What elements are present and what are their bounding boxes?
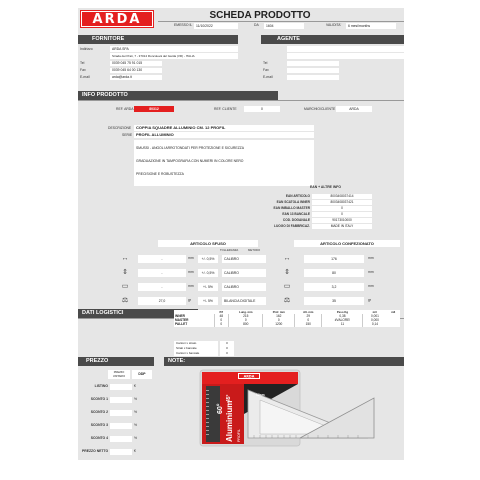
table-row <box>174 323 400 327</box>
logistics-cell: 48 <box>214 314 229 318</box>
ean-row-value: 0 <box>312 206 372 211</box>
price-row-unit: % <box>134 436 138 440</box>
weight-icon: ⚖ <box>283 297 291 304</box>
packed-value: 35 <box>304 297 364 305</box>
price-unit-value <box>110 423 132 429</box>
logistics-head-cell: PZ <box>219 309 224 314</box>
loose-unit: mm <box>188 284 194 288</box>
price-row-label: SCONTO 3 <box>90 423 108 427</box>
packed-article-header: ARTICOLO CONFEZIONATO <box>294 240 400 247</box>
logistics-cell: 1200 <box>263 323 295 327</box>
height-icon: ⇕ <box>284 269 290 276</box>
supplier-email-label: E-mail <box>80 75 90 79</box>
ean-row-value: 8003408037414 <box>312 194 372 199</box>
price-row-label: PREZZO NETTO <box>82 449 109 453</box>
loose-value: 27,0 <box>138 297 186 305</box>
logistics-row-name: MASTER <box>175 317 189 322</box>
pallet-row-label: Cartoni x bancale <box>174 351 218 356</box>
brand-value: ARDA <box>336 106 372 112</box>
logistics-row-name: INNER <box>175 313 185 318</box>
pack-logo-text: ARDA <box>243 374 255 379</box>
logistics-cell: 0 <box>263 318 295 322</box>
logistics-row-name: PALLET <box>175 321 188 326</box>
note-line-1: SMUSSI - ANGOLI ARROTONDATI PER PROTEZIONE E SICUREZZA <box>136 146 245 150</box>
ean-row-value: 0 <box>312 212 372 217</box>
price-row-label: SCONTO 1 <box>90 397 108 401</box>
loose-unit: mm <box>188 270 194 274</box>
loose-unit: gr <box>188 298 192 302</box>
loose-tolerance: +/- 0,5% <box>198 269 218 277</box>
brand-label: MARCHIO/CLIENTE <box>304 107 336 111</box>
price-row-unit: % <box>134 410 138 414</box>
issued-label: EMESSO IL <box>174 23 193 27</box>
logistics-cell: 800 <box>229 323 263 327</box>
loose-tolerance: +/- 5% <box>198 297 218 305</box>
loose-tolerance: +/- 0,5% <box>198 255 218 263</box>
logistics-cell: #VALORE! <box>322 318 363 322</box>
product-info-header: INFO PRODOTTO <box>78 91 278 100</box>
logistics-cell: 0,000 <box>363 318 386 322</box>
ean-row-value: 8003408037421 <box>312 200 372 205</box>
series-label: SERIE <box>122 133 133 137</box>
pallet-row-value: 0 <box>220 341 234 346</box>
validity-label: VALIDITA' <box>326 23 342 27</box>
loose-tolerance: +/- 5% <box>198 283 218 291</box>
ref-cliente-label: REF. CLIENTE <box>214 107 237 111</box>
loose-value: - <box>138 269 186 277</box>
price-unit-value <box>110 436 132 442</box>
price-unit-value <box>110 449 132 455</box>
loose-value: - <box>138 283 186 291</box>
price-header: PREZZO <box>78 357 154 366</box>
ean-row-value: 90173010000 <box>312 218 372 223</box>
loose-method: CALIBRO <box>222 255 266 263</box>
loose-value: - <box>138 255 186 263</box>
supplier-tel-label: Tel <box>80 61 85 65</box>
ref-cliente-value: 0 <box>244 106 280 112</box>
pallet-row-label: Strati x bancale <box>174 346 218 351</box>
logistics-cell: 11 <box>322 323 363 327</box>
supplier-tel: 0039 045 75 91 015 <box>110 61 162 66</box>
ean-row-label: EAN SCATOLA INNER <box>276 200 310 204</box>
agent-email <box>287 75 339 80</box>
logistics-head-cell: Peso Kg <box>336 309 349 314</box>
price-row-unit: % <box>134 397 138 401</box>
price-unit-value <box>110 397 132 403</box>
agent-name <box>287 46 404 52</box>
ean-row-value: MADE IN ITALY <box>312 224 372 229</box>
brand-logo <box>81 11 153 27</box>
loose-article-header: ARTICOLO SFUSO <box>158 240 258 247</box>
logistics-cell: 0 <box>214 318 229 322</box>
logistics-head-cell: Prof. mm <box>272 309 285 314</box>
length-icon: ↔ <box>283 255 291 262</box>
agent-email-label: E-mail <box>263 75 273 79</box>
ean-row-label: LUOGO DI FABBRICAZ. <box>274 224 310 228</box>
logistics-head-cell: Lung. mm <box>239 309 253 314</box>
agent-header: AGENTE <box>261 35 404 44</box>
pallet-row-value: 0 <box>220 346 234 351</box>
product-notes <box>134 140 314 186</box>
note-line-3: PRECISIONE E ROBUSTEZZA <box>136 172 184 176</box>
price-row-label: SCONTO 2 <box>90 410 108 414</box>
logistics-cell: 29 <box>295 314 322 318</box>
packed-unit: mm <box>368 256 374 260</box>
loose-method: BILANCIA DIGITALE <box>222 297 266 305</box>
logistics-cell: 215 <box>229 314 263 318</box>
note-line-2: GRADUAZIONE IN TAMPOGRAFIA CON NUMERI IN COLORE NERO <box>136 159 244 163</box>
price-ddp-head: DDP <box>132 370 152 379</box>
price-unit-value <box>110 384 132 390</box>
logistics-cell: 0,14 <box>363 323 386 327</box>
brand-logo-text: ARDA <box>92 12 142 27</box>
method-label: METODO <box>248 248 261 252</box>
note-header: NOTE: <box>164 357 404 366</box>
price-row-label: LISTINO <box>94 384 108 388</box>
ean-row-label: EAN ARTICOLO <box>285 194 310 198</box>
da-value: 1604 <box>264 23 304 29</box>
agent-tel <box>287 61 339 66</box>
supplier-address: Strada dei Prati, 7 - 37014 Roncolevà del Garda (VR) - ITALIA <box>110 53 238 59</box>
price-row-unit: % <box>134 423 138 427</box>
supplier-email: arda@arda.it <box>110 75 162 80</box>
loose-method: CALIBRO <box>222 269 266 277</box>
tolerance-label: TOLLERANZA <box>220 248 239 252</box>
validity-value: 6 mesi/months <box>346 23 396 29</box>
pack-angle-60: 60° <box>217 403 224 414</box>
logistics-head-cell: m3 <box>372 309 377 314</box>
ean-row-label: COD. DOGANALE <box>282 218 310 222</box>
packed-unit: mm <box>368 284 374 288</box>
description-value: COPPIA SQUADRE ALLUMINIO CM. 12 PROFIL <box>134 125 314 131</box>
price-row-unit: € <box>134 384 136 388</box>
agent-address <box>287 53 404 59</box>
loose-unit: mm <box>188 256 194 260</box>
pallet-row-label: Cartoni x strato <box>174 341 218 346</box>
logistics-cell: 150 <box>295 323 322 327</box>
agent-tel-label: Tel <box>263 61 268 65</box>
supplier-header: FORNITORE <box>78 35 238 44</box>
pack-angle-45: 45° <box>226 394 232 402</box>
pallet-row-value: 0 <box>220 351 234 356</box>
ean-row-label: EAN IMBALLO MASTER <box>273 206 310 210</box>
pack-aluminium-text: Aluminium <box>225 400 234 442</box>
packed-value: 176 <box>304 255 364 263</box>
logistics-head-cell: Alt. mm <box>303 309 314 314</box>
price-row-unit: € <box>134 449 136 453</box>
product-photo <box>198 368 378 448</box>
logistics-cell: 0,38 <box>322 314 363 318</box>
length-icon: ↔ <box>121 255 129 262</box>
thickness-icon: ▭ <box>121 283 129 290</box>
agent-fax-label: Fax <box>263 68 269 72</box>
ean-title: EAN + ALTRE INFO <box>310 185 341 189</box>
logistics-cell: 0 <box>295 318 322 322</box>
logistics-cell: 0 <box>214 323 229 327</box>
ref-arda-label: REF. ARDA <box>116 107 134 111</box>
supplier-fax-label: Fax <box>80 68 86 72</box>
product-sheet <box>78 8 404 460</box>
packed-value: 80 <box>304 269 364 277</box>
ref-arda-value: 80312 <box>134 106 174 112</box>
height-icon: ⇕ <box>122 269 128 276</box>
packed-unit: mm <box>368 270 374 274</box>
price-unit-head: PREZZO UNITARIO <box>108 370 130 379</box>
price-unit-value <box>110 410 132 416</box>
logistics-cell: 0 <box>229 318 263 322</box>
logistics-cell: 0,001 <box>363 314 386 318</box>
loose-method: CALIBRO <box>222 283 266 291</box>
logistics-cell: 162 <box>263 314 295 318</box>
supplier-label: Indirizzo <box>80 47 93 51</box>
ean-row-label: EAN 13 BANCALE <box>282 212 310 216</box>
agent-fax <box>287 68 339 73</box>
logistics-table <box>174 310 400 327</box>
pack-size-text: 12cm <box>256 393 265 397</box>
logistics-header: DATI LOGISTICI <box>78 309 198 318</box>
series-value: PROFIL ALLUMINIO <box>134 132 314 138</box>
supplier-name: ARDA SPA <box>110 46 238 52</box>
page-title: SCHEDA PRODOTTO <box>209 10 311 21</box>
da-label: DA <box>254 23 259 27</box>
price-row-label: SCONTO 4 <box>90 436 108 440</box>
weight-icon: ⚖ <box>121 297 129 304</box>
packed-unit: gr <box>368 298 372 302</box>
logistics-head-cell: m3 <box>391 309 396 314</box>
packed-value: 3,2 <box>304 283 364 291</box>
logistics-table-body <box>174 314 400 327</box>
issued-value: 11/10/2022 <box>194 23 238 29</box>
pack-profil-text: PROFIL <box>237 429 241 442</box>
description-label: DESCRIZIONE <box>108 126 132 130</box>
thickness-icon: ▭ <box>283 283 291 290</box>
supplier-fax: 0039 045 64 00 130 <box>110 68 162 73</box>
